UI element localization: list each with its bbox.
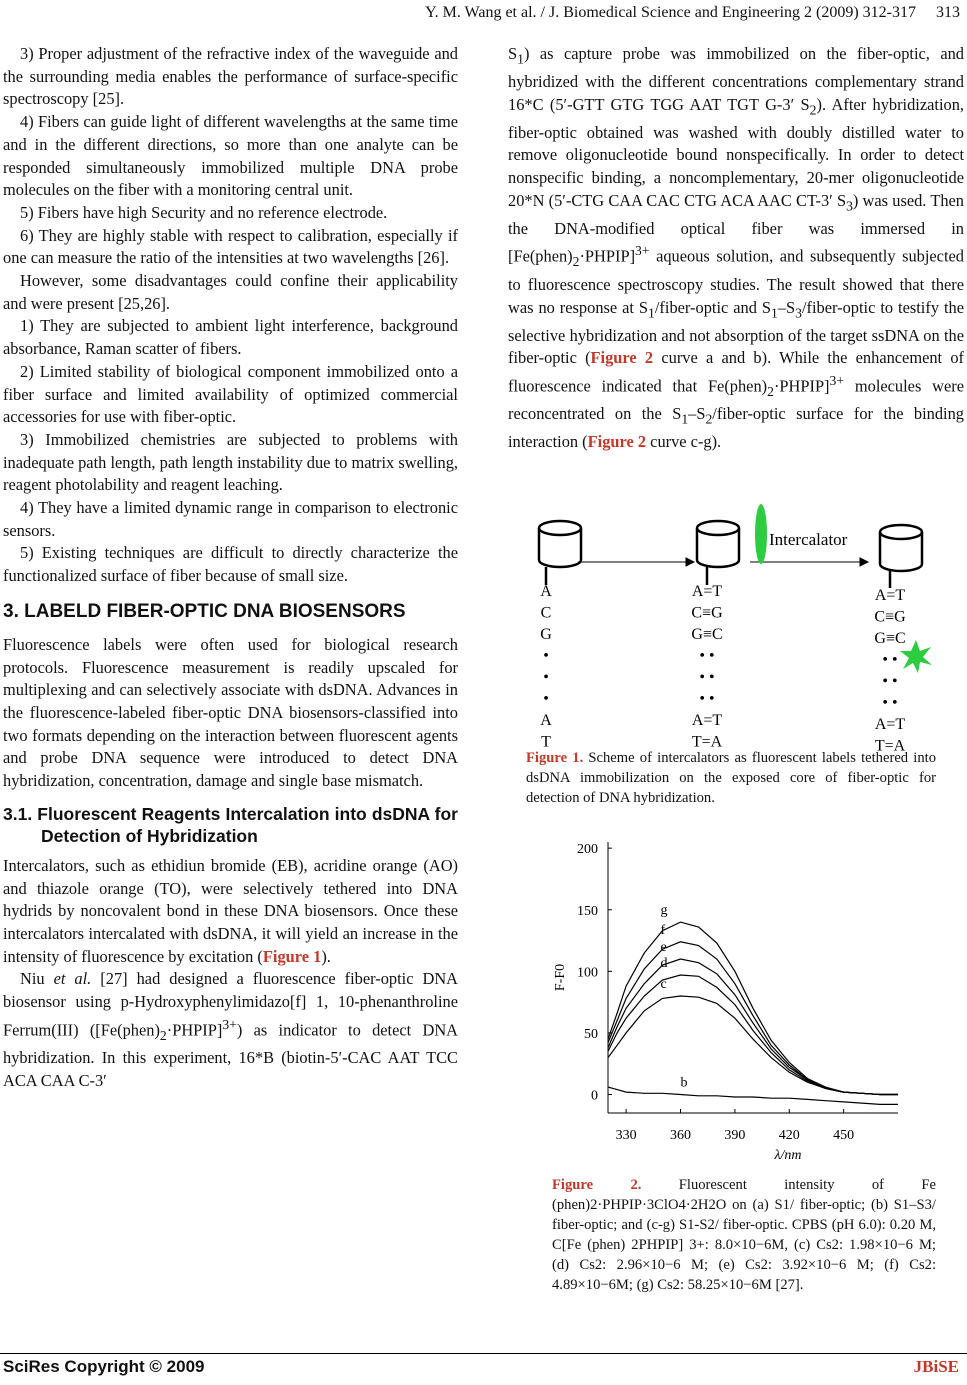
x-tick-label: 360 [670,1128,691,1143]
subscript: 2 [572,254,580,270]
text: [27] had designed a fluorescence fiber-optic DNA biosensor using p-Hydroxyphenylimidazo[f] 1, 10-phenanthroline Ferrum(III) ([Fe(phen) [3,969,458,1040]
paragraph: 4) Fibers can guide light of different wavelengths at the same time and in the different directions, so more than one analyte can be responded simultaneously immobilized multiple DNA probe molecules on the fiber with a monitoring central unit. [3,112,458,200]
caption-text: Fluorescent intensity of Fe (phen)2·PHPIP·3ClO4·2H2O on (a) S1/ fiber-optic; (b) S1–S3/ fiber-optic; and (c-g) S1-S2/ fiber-optic. CPBS (pH 6.0): 0.20 M, C[Fe (phen) 2PHPIP] 3+: 8.0×10−6M, (c) Cs2: 1.98×10−6 M; (d) Cs2: 2.96×10−6 M; (e) Cs2: 3.92×10−6 M; (f) Cs2: 4.89×10−6M; (g) Cs2: 58.25×10−6M [27]. [552,1177,937,1293]
text: Niu [20,969,54,989]
paragraph: 3) Immobilized chemistries are subjected to problems with inadequate path length, path length instability due to matrix swelling, reagent photolability and reagent leaching. [3,429,458,495]
base-pair-label: • • [882,651,898,669]
text: /fiber-optic surface for the binding interaction ( [508,404,965,452]
text: molecules were reconcentrated on the S [508,376,965,424]
base-pair-label: G≡C [691,626,723,643]
base-pair-label: A [540,712,552,729]
base-pair-label: G≡C [874,630,906,647]
text: ) was used. Then the DNA-modified optical fiber was immersed in [Fe(phen) [508,190,964,266]
intercalator-icon [755,504,767,564]
series-line-f [608,942,898,1095]
base-pair-label: • [543,690,549,708]
series-label: e [660,940,667,956]
x-tick-label: 420 [778,1128,800,1143]
base-pair-label: • [543,669,549,686]
subsection-heading: 3.1. Fluorescent Reagents Intercalation into dsDNA for Detection of Hybridization [3,803,458,846]
text: ). [321,946,331,966]
y-tick-label: 200 [577,842,598,858]
base-pair-label: T [541,733,551,751]
text: ·PHPIP] [773,376,830,396]
text: S [508,44,518,63]
base-pair-label: • • [882,673,898,690]
text: et al. [53,969,92,989]
base-pair-label: T=A [691,733,723,751]
base-pair-label: A [540,583,552,600]
section-heading: 3. LABELD FIBER-OPTIC DNA BIOSENSORS [3,600,406,622]
series-line-d [608,975,898,1095]
caption-label: Figure 2. [552,1177,642,1193]
text: aqueous solution, and subsequently subjected to fluorescence spectroscopy studies. The result showed that there was no response at S [508,246,964,317]
text: ). After hybridization, fiber-optic obtained was washed with doubly distilled water to remove oligonucleotide bound nonspecifically. In order to detect nonspecific binding, a noncomplementary, 20-mer oligonucleotide 20*N (5′-CTG CAA CAC CTG ACA AAC CT-3′ S [508,94,964,210]
subscript: 2 [159,1027,167,1043]
base-pair-label: • • [699,647,715,665]
y-tick-label: 50 [584,1026,598,1042]
paragraph: 6) They are highly stable with respect to calibration, especially if one can measure the ratio of the intensities at two wavelengths [26]. [3,225,458,268]
text: ) as indicator to detect DNA hybridization. In this experiment, 16*B (biotin-5′-CAC AAT TCC ACA CAA C-3′ [3,1020,458,1090]
series-line-c [608,996,898,1095]
paragraph: 5) Existing techniques are difficult to directly characterize the functionalized surface of fiber because of small size. [3,543,458,586]
right-column [508,43,964,454]
x-axis-label: λ/nm [774,1148,802,1163]
base-pair-label: A=T [691,583,723,600]
text: /fiber-optic and S [654,297,771,317]
figure-1-link[interactable]: Figure 1 [262,946,322,966]
subscript: 1 [771,304,778,320]
y-axis-label: F-F0 [553,963,568,992]
series-label: d [660,956,668,972]
text: /fiber-optic to testify the selective hybridization and not absorption of the target ssDNA on the fiber-optic ( [508,297,965,368]
series-label: g [660,903,668,919]
subscript: 2 [705,411,713,427]
base-pair-label: C [540,604,552,622]
text: Intercalators, such as ethidiun bromide (EB), acridine orange (AO) and thiazole orange (TO), were selectively tethered into DNA hydrids by noncovalent bond in these DNA biosensors. Once these intercalators intercalated with dsDNA, it will yield an increase in the intensity of fluorescence by excitation ( [3,855,458,966]
superscript: 3+ [829,373,845,389]
subscript: 1 [648,304,655,320]
running-title: Y. M. Wang et al. / J. Biomedical Science and Engineering 2 (2009) 312-317 [425,4,916,21]
subscript: 2 [809,101,817,117]
paragraph: 4) They have a limited dynamic range in comparison to electronic sensors. [3,498,458,540]
base-pair-label: • • [699,690,715,708]
base-pair-label: • [543,647,549,665]
y-tick-label: 100 [577,965,598,981]
base-pair-label: • • [699,669,715,686]
superscript: 3+ [222,1016,237,1032]
y-tick-label: 150 [577,903,598,919]
base-pair-label: C≡G [874,608,906,626]
base-pair-label: A=T [874,716,906,733]
figure-1-diagram [520,500,950,755]
running-header [0,4,960,22]
text: ) as capture probe was immobilized on the fiber-optic, and hybridized with the different concentrations complementary strand 16*C (5′-GTT GTG TGG AAT TGT G-3′ S [508,44,964,114]
intercalator-label: Intercalator [769,530,848,549]
x-tick-label: 450 [833,1128,855,1143]
caption-label: Figure 1. [526,750,584,766]
x-tick-label: 330 [615,1128,637,1143]
page-number: 313 [936,4,960,21]
figure-2-chart [548,830,908,1163]
text: –S [688,404,706,424]
base-pair-label: T=A [874,737,906,755]
base-pair-label: G [540,626,552,643]
series-line-b [608,1087,898,1104]
y-tick-label: 0 [591,1088,598,1104]
figure-2-link[interactable]: Figure 2 [590,348,654,368]
footer-copyright: SciRes Copyright © 2009 [3,1357,205,1376]
series-label: c [660,976,667,992]
paragraph: 1) They are subjected to ambient light interference, background absorbance, Raman scatter of fibers. [3,316,458,359]
paragraph: 2) Limited stability of biological component immobilized onto a fiber surface and limited availability of optimized commercial accessories for use with fiber-optic. [3,361,458,427]
paragraph [3,968,458,1092]
superscript: 3+ [635,243,650,259]
paragraph: 5) Fibers have high Security and no reference electrode. [20,202,388,222]
subscript: 1 [517,51,524,67]
figure-2-caption [552,1175,936,1295]
paragraph: Fluorescence labels were often used for biological research protocols. Fluorescence measurement is readily upscaled for multiplexing and can selectively associate with dsDNA. Advances in the fluorescence-labeled fiber-optic DNA biosensors-classified into two formats depending on the interaction between fluorescent agents and probe DNA sequence were introduced to detect DNA hybridization, concentration, damage and single base mismatch. [3,634,458,791]
x-tick-label: 390 [724,1128,746,1143]
base-pair-label: A=T [874,587,906,604]
arrow [578,558,868,566]
left-column [3,43,458,1093]
text: –S [777,297,796,317]
footer-journal: JBiSE [913,1357,959,1376]
series-label: b [680,1075,688,1091]
subscript: 3 [795,304,802,320]
subscript: 1 [681,411,689,427]
paragraph [3,855,458,969]
base-pair-label: A=T [691,712,723,729]
base-pair-label: C≡G [691,604,723,622]
text: ·PHPIP] [166,1020,223,1040]
text: ·PHPIP] [579,246,636,266]
series-line-e [608,959,898,1095]
paragraph: 3) Proper adjustment of the refractive index of the waveguide and the surrounding media enables the performance of surface-specific spectroscopy [25]. [3,44,458,109]
footer-rule [0,1353,967,1354]
caption-text: Scheme of intercalators as fluorescent labels tethered into dsDNA immobilization on the exposed core of fiber-optic for detection of DNA hybridization. [526,750,936,806]
series-line-g [608,922,898,1094]
text: curve a and b). While the enhancement of fluorescence indicated that Fe(phen) [508,348,964,396]
paragraph: However, some disadvantages could confine their applicability and were present [25,26]. [3,271,458,313]
base-pair-label: • • [882,694,898,712]
figure-2-link[interactable]: Figure 2 [587,432,647,452]
figure-1-caption [526,748,936,808]
text: curve c-g). [646,432,722,452]
series-label: f [660,922,666,938]
subscript: 3 [846,198,853,214]
subscript: 2 [767,383,774,399]
paragraph [508,43,964,454]
